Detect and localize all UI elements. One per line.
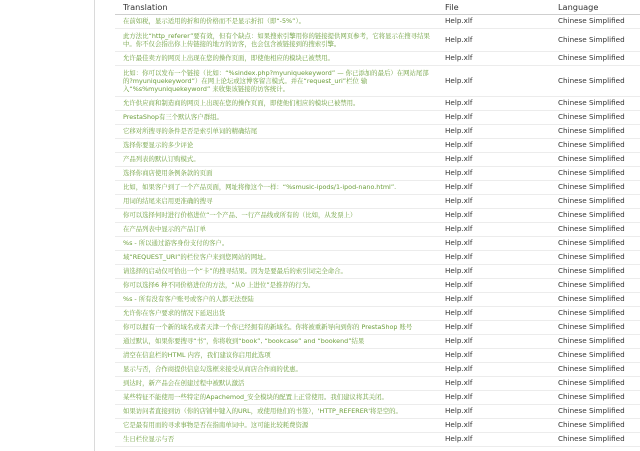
- file-cell: Help.xlf: [437, 15, 550, 29]
- table-row[interactable]: [115, 363, 640, 377]
- translation-cell[interactable]: 它是最有用而的寻求事物是否在指南单词中。这可能比较耗费资源: [115, 419, 437, 433]
- file-cell: Help.xlf: [437, 195, 550, 209]
- table-row[interactable]: [115, 419, 640, 433]
- table-row[interactable]: [115, 405, 640, 419]
- language-cell: Chinese Simplified: [550, 52, 640, 66]
- language-cell: Chinese Simplified: [550, 265, 640, 279]
- table-row[interactable]: [115, 66, 640, 97]
- table-row[interactable]: [115, 251, 640, 265]
- translation-cell[interactable]: 某些特征不能使用一些特定的Apachemod_安全模块的配置上正常使用。我们建议将其关闭。: [115, 391, 437, 405]
- translation-cell[interactable]: 显示与否，合作商提供信息勾选框来接受从商店合作商的优惠。: [115, 363, 437, 377]
- table-row[interactable]: [115, 321, 640, 335]
- column-header-language[interactable]: Language: [550, 0, 640, 15]
- language-cell: Chinese Simplified: [550, 363, 640, 377]
- translation-cell[interactable]: 通过默认，如果你要搜寻“书”，你将收到“book”, “bookcase” and “bookend”结果: [115, 335, 437, 349]
- table-row[interactable]: [115, 195, 640, 209]
- table-body: [115, 15, 640, 447]
- table-row[interactable]: [115, 167, 640, 181]
- left-divider: [94, 0, 95, 451]
- table-row[interactable]: [115, 237, 640, 251]
- file-cell: Help.xlf: [437, 97, 550, 111]
- table-row[interactable]: [115, 433, 640, 447]
- table-row[interactable]: [115, 15, 640, 29]
- file-cell: Help.xlf: [437, 167, 550, 181]
- translations-table: [115, 0, 640, 447]
- table-row[interactable]: [115, 335, 640, 349]
- translation-cell[interactable]: %s - 所有没有客户账号或客户的人都无法登陆: [115, 293, 437, 307]
- language-cell: Chinese Simplified: [550, 335, 640, 349]
- file-cell: Help.xlf: [437, 153, 550, 167]
- language-cell: Chinese Simplified: [550, 307, 640, 321]
- language-cell: Chinese Simplified: [550, 251, 640, 265]
- translation-cell[interactable]: 清空在信息栏的HTML 内容，我们建议你启用此选项: [115, 349, 437, 363]
- table-row[interactable]: [115, 181, 640, 195]
- table-row[interactable]: [115, 29, 640, 52]
- translation-cell[interactable]: 请选择的启动仅可恰出一个“卡”的搜寻结果。因为是要最后的索引词完全命合。: [115, 265, 437, 279]
- language-cell: Chinese Simplified: [550, 349, 640, 363]
- file-cell: Help.xlf: [437, 433, 550, 447]
- file-cell: Help.xlf: [437, 66, 550, 97]
- translation-cell[interactable]: 比如，如果客户到了一个产品页面，网址将像这个一样：“%smusic-ipods/1-ipod-nano.html”.: [115, 181, 437, 195]
- file-cell: Help.xlf: [437, 391, 550, 405]
- language-cell: Chinese Simplified: [550, 279, 640, 293]
- language-cell: Chinese Simplified: [550, 419, 640, 433]
- language-cell: Chinese Simplified: [550, 29, 640, 52]
- table-row[interactable]: [115, 111, 640, 125]
- language-cell: Chinese Simplified: [550, 223, 640, 237]
- translation-cell[interactable]: 选择你要显示的多少评论: [115, 139, 437, 153]
- language-cell: Chinese Simplified: [550, 293, 640, 307]
- table-row[interactable]: [115, 265, 640, 279]
- language-cell: Chinese Simplified: [550, 125, 640, 139]
- language-cell: Chinese Simplified: [550, 377, 640, 391]
- file-cell: Help.xlf: [437, 279, 550, 293]
- table-row[interactable]: [115, 391, 640, 405]
- language-cell: Chinese Simplified: [550, 15, 640, 29]
- file-cell: Help.xlf: [437, 29, 550, 52]
- file-cell: Help.xlf: [437, 125, 550, 139]
- file-cell: Help.xlf: [437, 419, 550, 433]
- translation-cell[interactable]: 在前如税，显示适用的折和的价格而不是显示折扣（即“-5%”）。: [115, 15, 437, 29]
- table-row[interactable]: [115, 307, 640, 321]
- file-cell: Help.xlf: [437, 321, 550, 335]
- translation-cell[interactable]: 生日栏位显示与否: [115, 433, 437, 447]
- translation-cell[interactable]: 此方法比“http_referer”要有效，但有个缺点：如果搜索引擎用你的链接提供网页参考，它将显示在搜寻结果中。你不仅会指出你上传链接的地方的访客，也会包含被链接到的搜索引擎。: [115, 29, 437, 52]
- file-cell: Help.xlf: [437, 251, 550, 265]
- translation-cell[interactable]: 它移对所搜寻的条件是否是索引单词的精确结尾: [115, 125, 437, 139]
- table-header-row: [115, 0, 640, 15]
- translation-cell[interactable]: 到达时，新产品会在创建过程中被默认激活: [115, 377, 437, 391]
- language-cell: Chinese Simplified: [550, 97, 640, 111]
- language-cell: Chinese Simplified: [550, 153, 640, 167]
- file-cell: Help.xlf: [437, 265, 550, 279]
- language-cell: Chinese Simplified: [550, 391, 640, 405]
- translation-cell[interactable]: 如果访问者直接到访（你的店铺中键入的URL，或使用他们的书签），'HTTP_REFERER'将是空的。: [115, 405, 437, 419]
- language-cell: Chinese Simplified: [550, 209, 640, 223]
- file-cell: Help.xlf: [437, 405, 550, 419]
- translation-cell[interactable]: 选择你商店使用条例条款的页面: [115, 167, 437, 181]
- translation-cell[interactable]: 允许你在客户要求的情况下延迟出货: [115, 307, 437, 321]
- table-row[interactable]: [115, 377, 640, 391]
- translation-cell[interactable]: 用词的结尾来启用更准确的搜寻: [115, 195, 437, 209]
- table-row[interactable]: [115, 139, 640, 153]
- language-cell: Chinese Simplified: [550, 139, 640, 153]
- table-row[interactable]: [115, 293, 640, 307]
- file-cell: Help.xlf: [437, 307, 550, 321]
- translation-cell[interactable]: 允许最佳卖方的网页上出现在您的操作页面，即使他相应的模块已被禁用。: [115, 52, 437, 66]
- file-cell: Help.xlf: [437, 139, 550, 153]
- file-cell: Help.xlf: [437, 223, 550, 237]
- language-cell: Chinese Simplified: [550, 195, 640, 209]
- language-cell: Chinese Simplified: [550, 181, 640, 195]
- translation-cell[interactable]: 比如：你可以发布一个链接（比如：“%sindex.php?myuniquekeyword” — 你已添加的最后）在网站尾部的?myuniquekeyword”）在网上论坛或这博客留言模式。并在“request_uri”栏位 输入“%s%myuniquekeyword” 来收集该链接的访客统计。: [115, 66, 437, 97]
- column-header-file[interactable]: File: [437, 0, 550, 15]
- language-cell: Chinese Simplified: [550, 167, 640, 181]
- translation-cell[interactable]: 域“REQUEST_URI”的栏位客户来到您网站的网址。: [115, 251, 437, 265]
- file-cell: Help.xlf: [437, 363, 550, 377]
- table-row[interactable]: [115, 125, 640, 139]
- file-cell: Help.xlf: [437, 111, 550, 125]
- translation-cell[interactable]: 允许供应商和制造商的网页上出现在您的操作页面，即使他们相应的模块已被禁用。: [115, 97, 437, 111]
- language-cell: Chinese Simplified: [550, 405, 640, 419]
- table-row[interactable]: [115, 223, 640, 237]
- file-cell: Help.xlf: [437, 335, 550, 349]
- translation-cell[interactable]: %s - 所以通过游客身份支付的客户。: [115, 237, 437, 251]
- language-cell: Chinese Simplified: [550, 321, 640, 335]
- table-row[interactable]: [115, 349, 640, 363]
- language-cell: Chinese Simplified: [550, 111, 640, 125]
- language-cell: Chinese Simplified: [550, 66, 640, 97]
- column-header-translation[interactable]: Translation: [115, 0, 437, 15]
- file-cell: Help.xlf: [437, 293, 550, 307]
- table-row[interactable]: [115, 279, 640, 293]
- translation-cell[interactable]: PrestaShop有三个默认客户群组。: [115, 111, 437, 125]
- file-cell: Help.xlf: [437, 209, 550, 223]
- file-cell: Help.xlf: [437, 349, 550, 363]
- file-cell: Help.xlf: [437, 377, 550, 391]
- translation-cell[interactable]: 你可以选择6 种不同价格进位的方法，“从0 上进位”是推荐的行为。: [115, 279, 437, 293]
- file-cell: Help.xlf: [437, 52, 550, 66]
- table-row[interactable]: [115, 209, 640, 223]
- translation-cell[interactable]: 在产品列表中显示的产品订单: [115, 223, 437, 237]
- translation-cell[interactable]: 你可以选择何时进行价格进位“一个产品、一行产品线或所有的（比如，从发票上）: [115, 209, 437, 223]
- language-cell: Chinese Simplified: [550, 433, 640, 447]
- table-row[interactable]: [115, 153, 640, 167]
- translation-cell[interactable]: 你可以握有一个新的域名或者天津一个你已经拥有的新域名。你将被重新导向到你的 PrestaShop 账号: [115, 321, 437, 335]
- file-cell: Help.xlf: [437, 181, 550, 195]
- table-row[interactable]: [115, 52, 640, 66]
- table-row[interactable]: [115, 97, 640, 111]
- language-cell: Chinese Simplified: [550, 237, 640, 251]
- file-cell: Help.xlf: [437, 237, 550, 251]
- translation-cell[interactable]: 产品列表的默认订购模式。: [115, 153, 437, 167]
